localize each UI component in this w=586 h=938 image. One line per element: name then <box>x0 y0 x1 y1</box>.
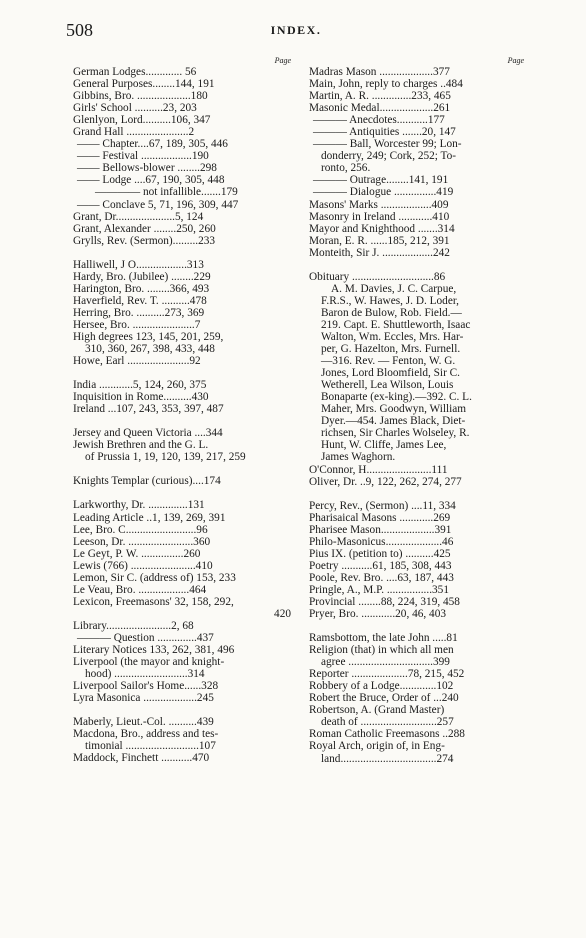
index-entry: Roman Catholic Freemasons ..288 <box>309 728 465 741</box>
index-continuation: ronto, 256. <box>321 162 371 175</box>
index-continuation: —316. Rev. — Fenton, W. G. <box>321 355 456 368</box>
index-subentry: —— Bellows-blower ........298 <box>77 162 217 175</box>
index-entry: Mayor and Knighthood .......314 <box>309 222 455 235</box>
index-entry: Lexicon, Freemasons' 32, 158, 292, <box>73 595 234 608</box>
index-continuation: richsen, Sir Charles Wolseley, R. <box>321 427 470 440</box>
index-continuation: death of ...........................257 <box>321 716 454 729</box>
index-entry: Pius IX. (petition to) ..........425 <box>309 547 451 560</box>
index-subentry: —— Chapter....67, 189, 305, 446 <box>77 138 228 151</box>
column-heading: Page <box>507 56 524 65</box>
index-entry: Knights Templar (curious)....174 <box>73 475 221 488</box>
index-column-right <box>309 56 524 765</box>
index-entry: Pryer, Bro. ............20, 46, 403 <box>309 608 446 621</box>
page-number: 508 <box>66 20 93 40</box>
index-entry: Gibbins, Bro. ...................180 <box>73 90 208 103</box>
index-continuation: Maher, Mrs. Goodwyn, William <box>321 403 467 416</box>
index-entry: General Purposes........144, 191 <box>73 78 215 91</box>
index-entry: Ramsbottom, the late John .....81 <box>309 632 458 645</box>
index-entry: Grand Hall ......................2 <box>73 126 195 139</box>
index-entry: Le Geyt, P. W. ...............260 <box>73 547 201 560</box>
index-entry: Grant, Alexander ........250, 260 <box>73 222 216 235</box>
index-entry: Pharisee Mason...................391 <box>309 523 452 536</box>
index-entry: Lewis (766) .......................410 <box>73 559 213 572</box>
index-entry: Percy, Rev., (Sermon) ....11, 334 <box>309 499 456 512</box>
index-entry: Poetry ...........61, 185, 308, 443 <box>309 559 452 572</box>
index-entry: Reporter ....................78, 215, 452 <box>309 668 465 681</box>
index-entry: Main, John, reply to charges ..484 <box>309 78 463 91</box>
index-entry: Leeson, Dr. .......................360 <box>73 535 211 548</box>
index-entry: Masons' Marks ..................409 <box>309 198 449 211</box>
index-continuation: Wetherell, Lea Wilson, Louis <box>321 379 454 392</box>
index-entry: O'Connor, H.......................111 <box>309 463 448 476</box>
index-continuation: land..................................274 <box>321 752 454 765</box>
index-subentry: ——— Dialogue ...............419 <box>313 186 454 199</box>
index-entry: Masonic Medal...................261 <box>309 102 451 115</box>
index-continuation: A. M. Davies, J. C. Carpue, <box>331 282 457 295</box>
index-entry: Maberly, Lieut.-Col. ..........439 <box>73 716 214 729</box>
index-continuation: per, G. Hazelton, Mrs. Furnell. <box>321 343 461 356</box>
index-entry: Martin, A. R. ..............233, 465 <box>309 90 451 103</box>
index-entry: Robertson, A. (Grand Master) <box>309 704 445 717</box>
index-entry: Monteith, Sir J. ..................242 <box>309 246 450 259</box>
index-entry: Masonry in Ireland ............410 <box>309 210 450 223</box>
index-column-left <box>73 56 291 764</box>
index-entry: Robert the Bruce, Order of ...240 <box>309 692 459 705</box>
index-entry: Obituary .............................86 <box>309 270 446 283</box>
index-continuation: James Waghorn. <box>321 451 396 464</box>
index-subentry: ———— not infallible.......179 <box>95 186 238 199</box>
index-continuation: hood) ..........................314 <box>85 668 205 681</box>
index-entry: Macdona, Bro., address and tes- <box>73 728 219 741</box>
index-entry: Lyra Masonica ...................245 <box>73 692 214 705</box>
index-entry: Moran, E. R. ......185, 212, 391 <box>309 234 450 247</box>
index-continuation: of Prussia 1, 19, 120, 139, 217, 259 <box>85 451 246 464</box>
index-entry: German Lodges............. 56 <box>73 66 197 78</box>
index-entry: Inquisition in Rome..........430 <box>73 391 209 404</box>
index-entry: Pharisaical Masons ............269 <box>309 511 451 524</box>
index-entry: Larkworthy, Dr. ..............131 <box>73 499 205 512</box>
index-entry: Maddock, Finchett ...........470 <box>73 752 210 765</box>
index-continuation: Hunt, W. Cliffe, James Lee, <box>321 439 447 452</box>
index-entry: Lemon, Sir C. (address of) 153, 233 <box>73 571 236 584</box>
page-header <box>66 20 526 42</box>
column-heading: Page <box>274 56 291 65</box>
index-entry: Oliver, Dr. ..9, 122, 262, 274, 277 <box>309 475 462 488</box>
index-continuation: 219. Capt. E. Shuttleworth, Isaac <box>321 318 471 331</box>
index-entry: High degrees 123, 145, 201, 259, <box>73 330 224 343</box>
index-entry: Library.......................2, 68 <box>73 619 194 632</box>
index-entry: Grant, Dr.....................5, 124 <box>73 210 204 223</box>
index-continuation: Dyer.—454. James Black, Diet- <box>321 415 466 428</box>
index-continuation: Baron de Bulow, Rob. Field.— <box>321 306 462 319</box>
index-entry: Ireland ...107, 243, 353, 397, 487 <box>73 403 224 416</box>
index-entry: Hardy, Bro. (Jubilee) ........229 <box>73 270 211 283</box>
index-entry: Liverpool (the mayor and knight- <box>73 656 225 669</box>
index-subentry: ——— Antiquities .......20, 147 <box>313 126 456 139</box>
index-entry: Pringle, A., M.P. ................351 <box>309 583 449 596</box>
index-entry: Harington, Bro. ........366, 493 <box>73 282 210 295</box>
index-continuation: 420 <box>274 607 291 620</box>
index-entry: Glenlyon, Lord..........106, 347 <box>73 114 211 127</box>
index-entry: Royal Arch, origin of, in Eng- <box>309 740 445 753</box>
index-subentry: —— Festival ..................190 <box>77 150 209 163</box>
page-title: INDEX. <box>270 23 322 37</box>
index-entry: Robbery of a Lodge.............102 <box>309 680 454 693</box>
index-entry: Herring, Bro. ..........273, 369 <box>73 306 205 319</box>
index-entry: Poole, Rev. Bro. ....63, 187, 443 <box>309 571 454 584</box>
index-subentry: ——— Anecdotes...........177 <box>313 114 445 127</box>
index-entry: Howe, Earl ......................92 <box>73 355 201 368</box>
index-entry: Religion (that) in which all men <box>309 644 454 657</box>
index-subentry: ——— Question ..............437 <box>77 631 214 644</box>
index-subentry: —— Lodge ....67, 190, 305, 448 <box>77 174 225 187</box>
index-subentry: ——— Outrage........141, 191 <box>313 174 449 187</box>
index-continuation: Walton, Wm. Eccles, Mrs. Har- <box>321 330 464 343</box>
index-continuation: timonial ..........................107 <box>85 740 216 753</box>
index-entry: Lee, Bro. C.........................96 <box>73 523 208 536</box>
index-continuation: donderry, 249; Cork, 252; To- <box>321 150 457 163</box>
index-entry: Haverfield, Rev. T. ..........478 <box>73 294 207 307</box>
index-continuation: Bonaparte (ex-king).—392. C. L. <box>321 391 472 404</box>
index-entry: Madras Mason ...................377 <box>309 66 450 78</box>
index-entry: Girls' School ..........23, 203 <box>73 102 197 115</box>
index-entry: Philo-Masonicus....................46 <box>309 535 454 548</box>
index-entry: Hersee, Bro. ......................7 <box>73 318 201 331</box>
index-entry: Halliwell, J O..................313 <box>73 258 204 271</box>
index-entry: Jewish Brethren and the G. L. <box>73 439 209 452</box>
index-subentry: ——— Ball, Worcester 99; Lon- <box>313 138 462 151</box>
index-entry: Jersey and Queen Victoria ....344 <box>73 427 223 440</box>
index-entry: India ............5, 124, 260, 375 <box>73 379 207 392</box>
index-continuation: F.R.S., W. Hawes, J. D. Loder, <box>321 294 459 307</box>
index-continuation: 310, 360, 267, 398, 433, 448 <box>85 343 215 356</box>
index-continuation: agree ..............................399 <box>321 656 450 669</box>
index-entry: Leading Article ..1, 139, 269, 391 <box>73 511 226 524</box>
index-continuation: Jones, Lord Bloomfield, Sir C. <box>321 367 461 380</box>
index-entry: Liverpool Sailor's Home......328 <box>73 680 219 693</box>
index-entry: Grylls, Rev. (Sermon).........233 <box>73 234 216 247</box>
index-subentry: —— Conclave 5, 71, 196, 309, 447 <box>77 198 239 211</box>
index-entry: Le Veau, Bro. ..................464 <box>73 583 207 596</box>
index-entry: Provincial ........88, 224, 319, 458 <box>309 595 460 608</box>
index-entry: Literary Notices 133, 262, 381, 496 <box>73 644 235 657</box>
